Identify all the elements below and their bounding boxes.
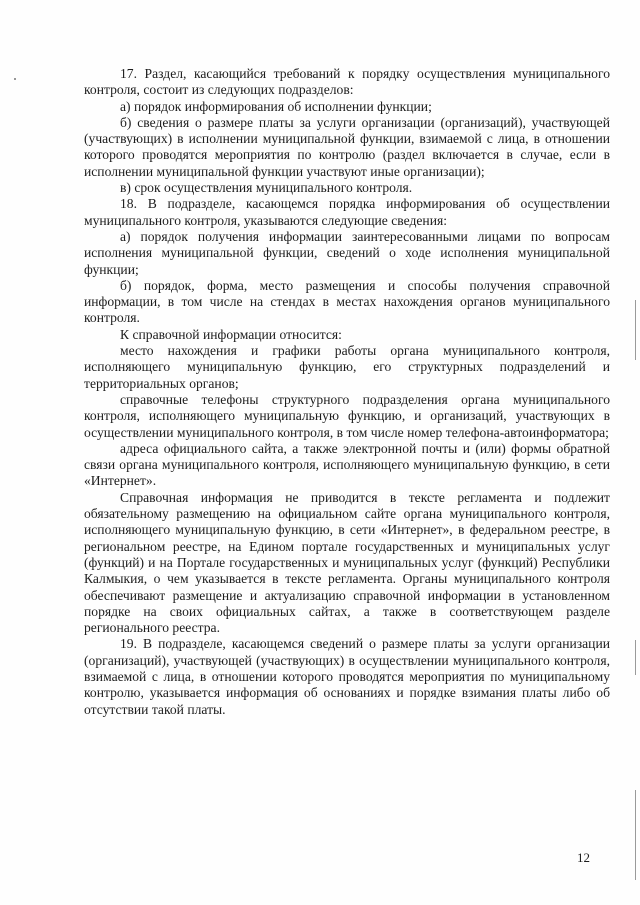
scan-edge-mark bbox=[635, 640, 636, 675]
document-body bbox=[84, 66, 610, 718]
list-item-17c: в) срок осуществления муниципального контроля. bbox=[120, 180, 413, 196]
scan-speck bbox=[14, 78, 16, 80]
paragraph-18: 18. В подразделе, касающемся порядка информирования об осуществлении муниципального контроля, указываются следующие сведения: bbox=[84, 196, 610, 228]
list-item-17a: а) порядок информирования об исполнении функции; bbox=[120, 98, 432, 114]
scan-edge-mark bbox=[635, 790, 636, 880]
page-number: 12 bbox=[577, 850, 590, 865]
paragraph-19: 19. В подразделе, касающемся сведений о размере платы за услуги организации (организаций), участвующей (участвующих) в осуществлении муниципального контроля, взимаемой с лица, в отношении которого проводятся мероприятия по муниципальному контролю, указывается информация об основаниях и порядке взимания платы либо об отсутствии такой платы. bbox=[84, 636, 610, 717]
reference-info-phones: справочные телефоны структурного подразделения органа муниципального контроля, исполняющего муниципальную функцию, и организаций, участвующих в осуществлении муниципального контроля, в том числе номер телефона-автоинформатора; bbox=[84, 391, 610, 440]
list-item-18a: а) порядок получения информации заинтересованными лицами по вопросам исполнения муниципальной функции, сведений о ходе исполнения муниципальной функции; bbox=[84, 228, 610, 277]
list-item-18b: б) порядок, форма, место размещения и способы получения справочной информации, в том числе на стендах в местах нахождения органов муниципального контроля. bbox=[84, 277, 610, 326]
reference-info-location: место нахождения и графики работы органа муниципального контроля, исполняющего муниципальную функцию, его структурных подразделений и территориальных органов; bbox=[84, 343, 610, 391]
reference-info-addresses: адреса официального сайта, а также электронной почты и (или) формы обратной связи органа муниципального контроля, исполняющего муниципальную функцию, в сети «Интернет». bbox=[84, 440, 610, 489]
reference-info-publication: Справочная информация не приводится в тексте регламента и подлежит обязательному размещению на официальном сайте органа муниципального контроля, исполняющего муниципальную функцию, в сети «Интернет», в федеральном реестре, в региональном реестре, на Едином портале государственных и муниципальных услуг (функций) и на Портале государственных и муниципальных услуг (функций) Республики Калмыкия, о чем указывается в тексте регламента. Органы муниципального контроля обеспечивают размещение и актуализацию справочной информации в установленном порядке на своих официальных сайтах, а также в соответствующем разделе регионального реестра. bbox=[84, 489, 610, 636]
reference-info-intro: К справочной информации относится: bbox=[120, 326, 342, 342]
scan-edge-mark bbox=[635, 300, 636, 360]
list-item-17b: б) сведения о размере платы за услуги организации (организаций), участвующей (участвующих) в исполнении муниципальной функции, взимаемой с лица, в отношении которого проводятся мероприятия по контролю (раздел включается в случае, если в исполнении муниципальной функции участвуют иные организации); bbox=[84, 114, 610, 179]
paragraph-17: 17. Раздел, касающийся требований к порядку осуществления муниципального контроля, состоит из следующих подразделов: bbox=[84, 66, 610, 98]
